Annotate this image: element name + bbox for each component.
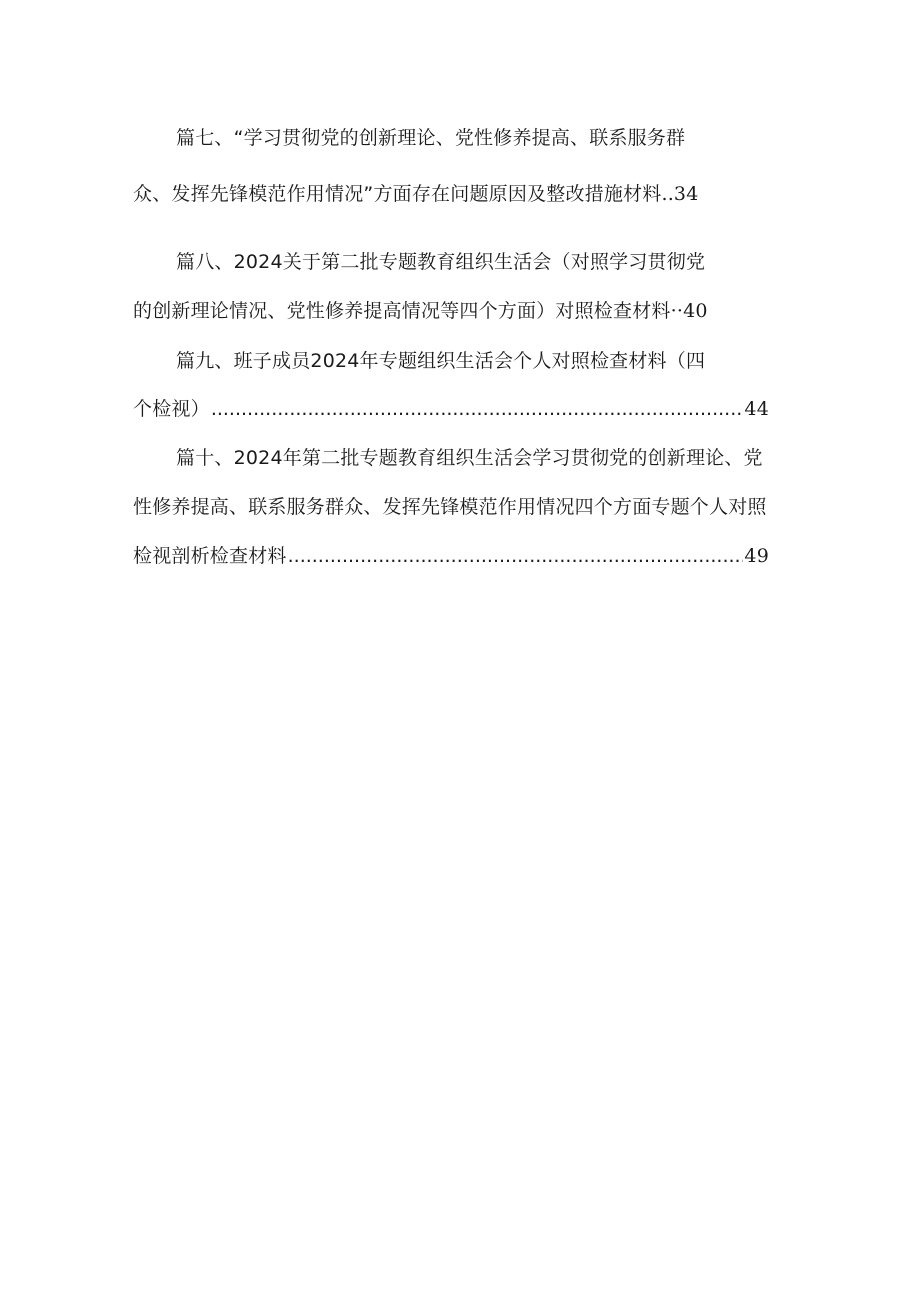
toc-entry-10-line-1: 篇十、2024年第二批专题教育组织生活会学习贯彻党的创新理论、党 xyxy=(176,447,763,469)
toc-entry-8-page: ··40 xyxy=(670,300,708,322)
toc-entry-8-text: 的创新理论情况、党性修养提高情况等四个方面）对照检查材料 xyxy=(133,300,671,322)
toc-entry-9-page: 44 xyxy=(744,398,769,420)
toc-entry-9-line-2 xyxy=(133,397,769,421)
toc-entry-10-line-3 xyxy=(133,544,769,568)
toc-entry-7-text: 众、发挥先锋模范作用情况”方面存在问题原因及整改措施材料 xyxy=(133,183,662,205)
toc-entry-7-page: ..34 xyxy=(661,183,699,205)
toc-entry-9-line-1: 篇九、班子成员2024年专题组织生活会个人对照检查材料（四 xyxy=(176,350,706,372)
toc-entry-8-line-2 xyxy=(133,299,728,323)
toc-entry-10-line-2: 性修养提高、联系服务群众、发挥先锋模范作用情况四个方面专题个人对照 xyxy=(133,496,767,518)
toc-entry-8-line-1: 篇八、2024关于第二批专题教育组织生活会（对照学习贯彻党 xyxy=(176,251,706,273)
toc-entry-10-text: 检视剖析检查材料 xyxy=(133,545,287,567)
toc-entry-9-leader-dots xyxy=(211,397,744,421)
toc-entry-9-text: 个检视） xyxy=(133,398,210,420)
toc-entry-10-leader-dots xyxy=(288,544,744,568)
toc-entry-7-line-1: 篇七、“学习贯彻党的创新理论、党性修养提高、联系服务群 xyxy=(176,127,686,149)
toc-entry-10-page: 49 xyxy=(744,545,769,567)
toc-entry-7-line-2 xyxy=(133,182,728,206)
